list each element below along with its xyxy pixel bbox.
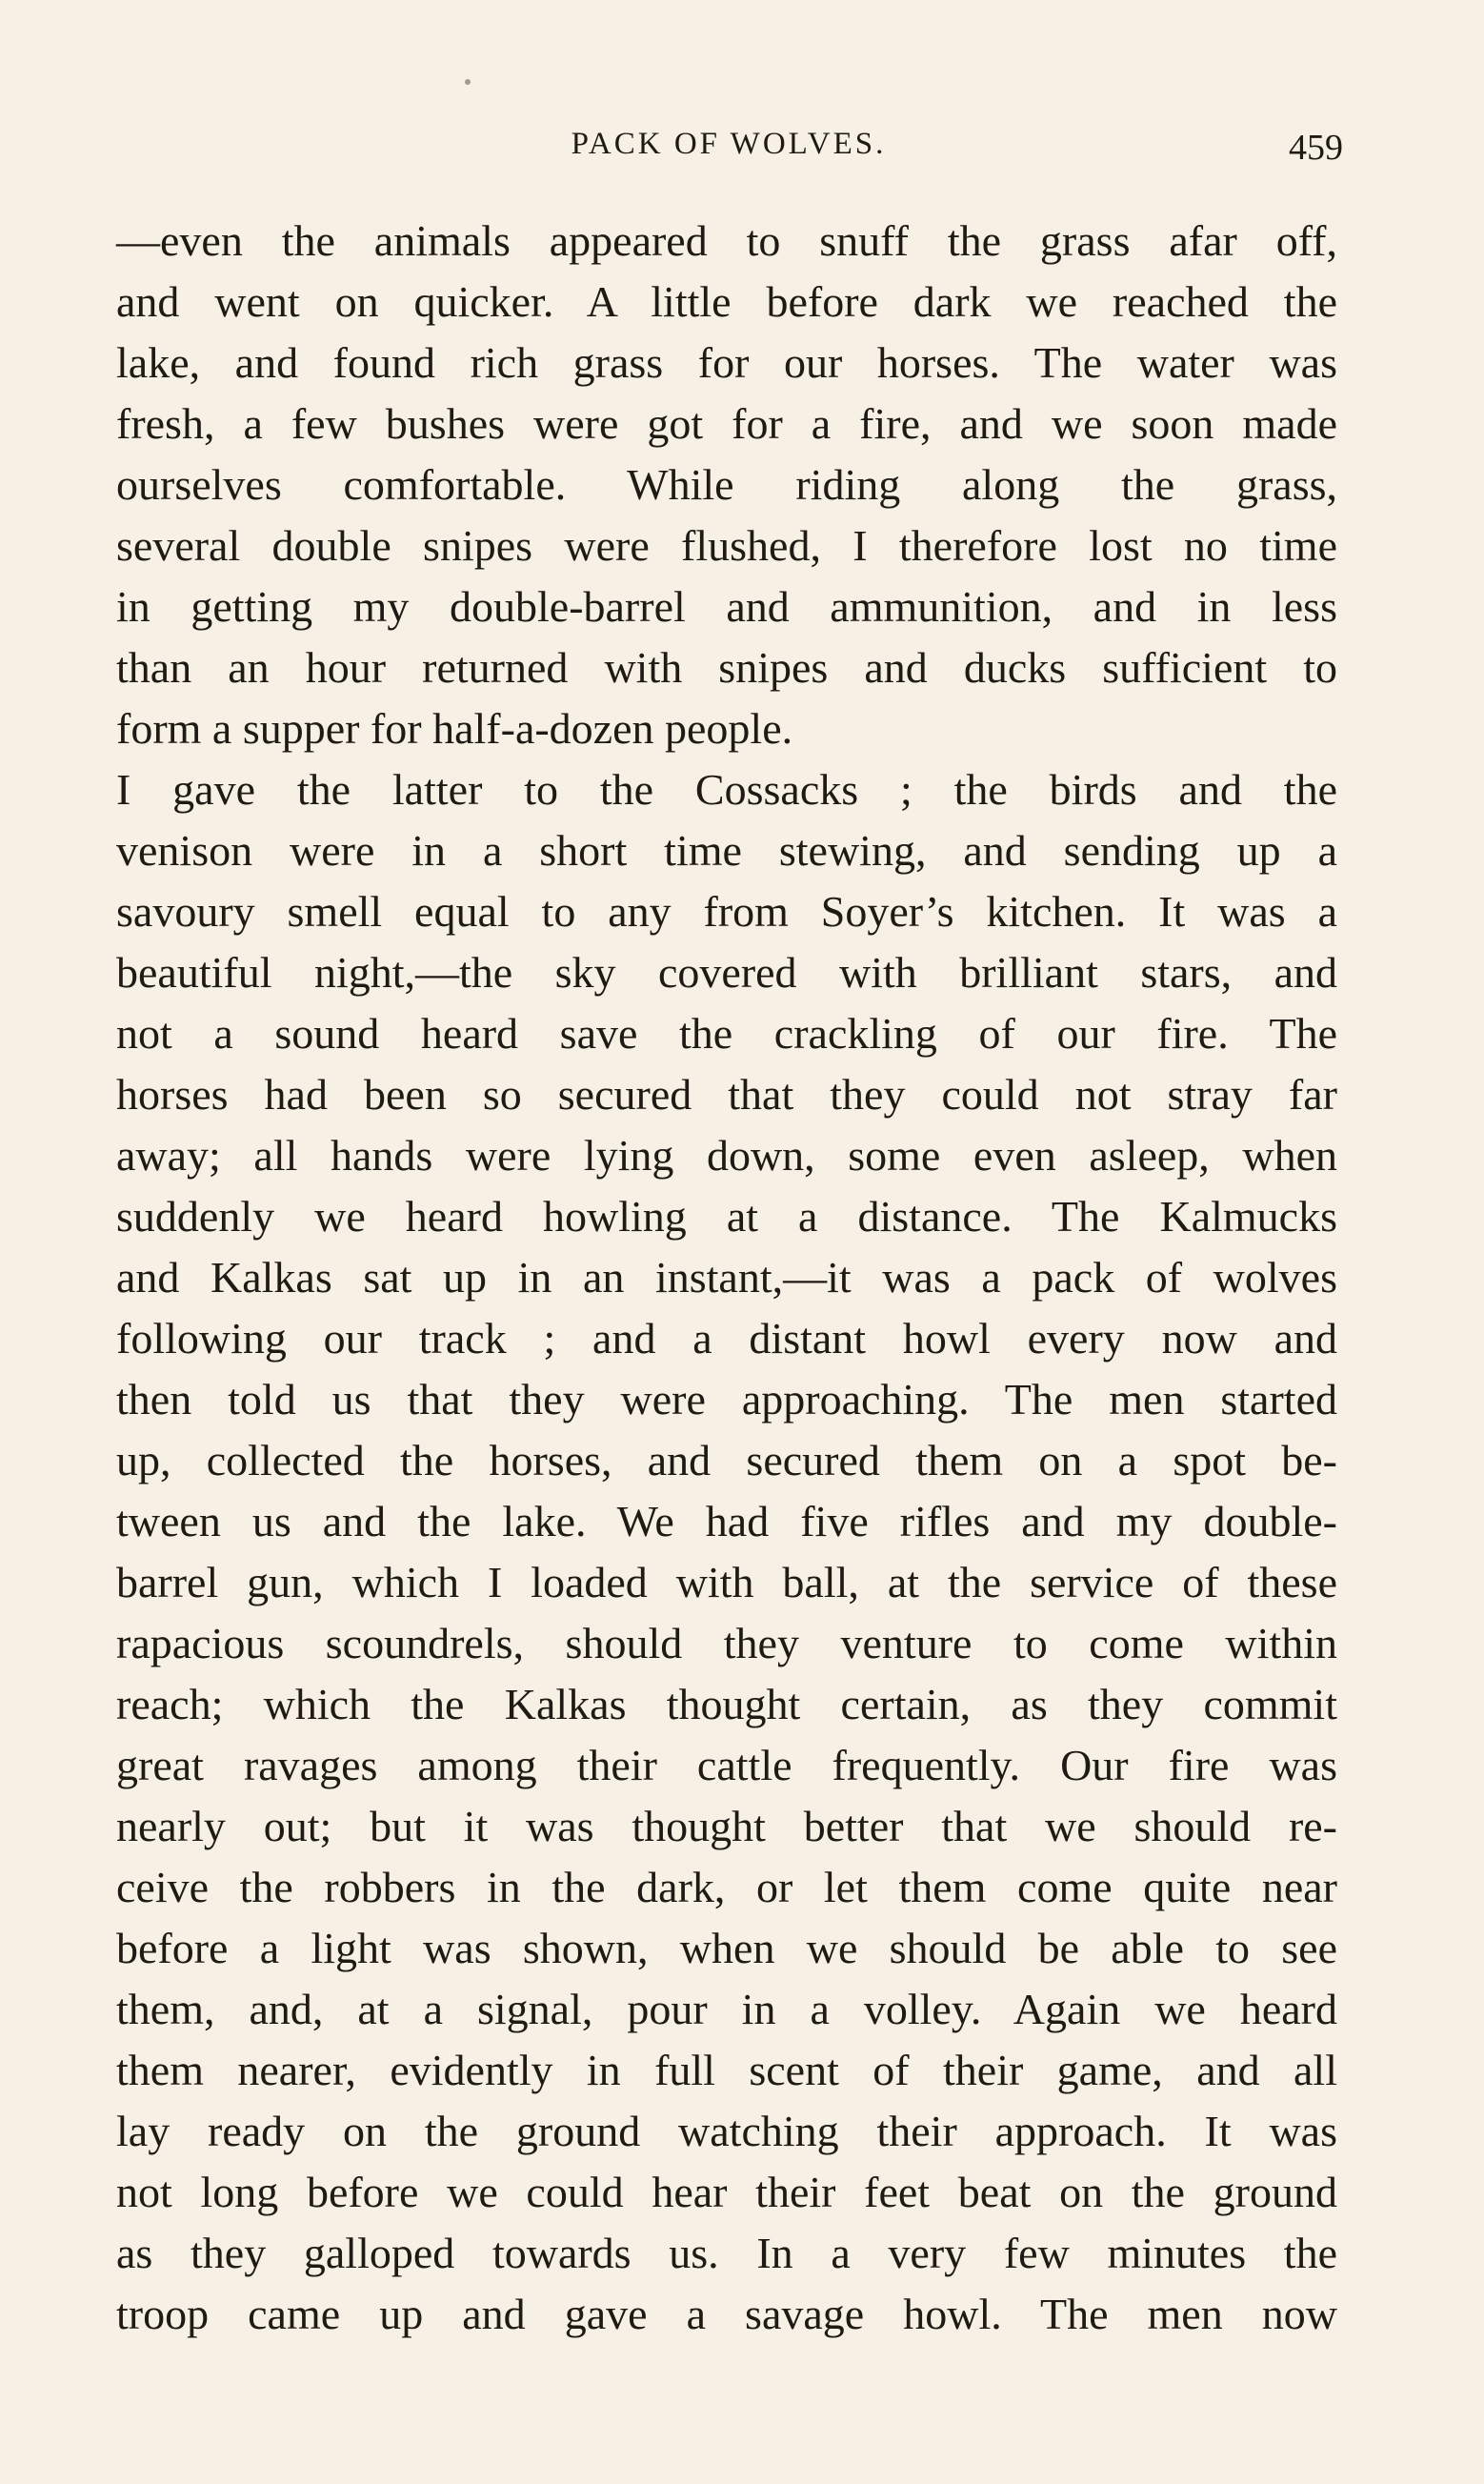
running-title: PACK OF WOLVES. [571,127,887,161]
text-line: in getting my double-barrel and ammunition, and in less [116,582,1337,631]
paragraph-start-line: I gave the latter to the Cossacks ; the birds and the [116,765,1337,814]
text-line: venison were in a short time stewing, and sending up a [116,826,1337,875]
text-line: and went on quicker. A little before dark we reached the [116,277,1337,326]
text-line: ourselves comfortable. While riding along the grass, [116,460,1337,509]
body-text [116,211,1337,2345]
text-line: away; all hands were lying down, some even asleep, when [116,1131,1337,1180]
text-line: tween us and the lake. We had five rifles and my double- [116,1497,1337,1545]
text-line: as they galloped towards us. In a very few minutes the [116,2229,1337,2277]
text-line: reach; which the Kalkas thought certain, as they commit [116,1680,1337,1728]
text-line: great ravages among their cattle frequently. Our fire was [116,1741,1337,1789]
page-number: 459 [1289,128,1343,168]
text-line: before a light was shown, when we should be able to see [116,1924,1337,1972]
text-line: nearly out; but it was thought better that we should re- [116,1802,1337,1850]
text-line: barrel gun, which I loaded with ball, at the service of these [116,1558,1337,1606]
text-line: following our track ; and a distant howl every now and [116,1314,1337,1363]
text-line: them, and, at a signal, pour in a volley. Again we heard [116,1985,1337,2033]
text-line: suddenly we heard howling at a distance. The Kalmucks [116,1192,1337,1241]
text-line: ceive the robbers in the dark, or let them come quite near [116,1863,1337,1911]
text-line: horses had been so secured that they could not stray far [116,1070,1337,1119]
paragraph-end-line: form a supper for half-a-dozen people. [116,704,793,753]
text-line: fresh, a few bushes were got for a fire, and we soon made [116,399,1337,448]
text-line: —even the animals appeared to snuff the grass afar off, [116,216,1337,265]
text-line: troop came up and gave a savage howl. The men now [116,2290,1337,2338]
text-line: then told us that they were approaching. The men started [116,1375,1337,1424]
text-line: up, collected the horses, and secured them on a spot be- [116,1436,1337,1484]
text-line: not long before we could hear their feet beat on the ground [116,2168,1337,2216]
text-line: and Kalkas sat up in an instant,—it was a pack of wolves [116,1253,1337,1302]
text-line: savoury smell equal to any from Soyer’s kitchen. It was a [116,887,1337,936]
text-line: not a sound heard save the crackling of our fire. The [116,1009,1337,1058]
printing-speck [465,79,471,85]
text-line: than an hour returned with snipes and ducks sufficient to [116,643,1337,692]
running-head [114,127,1343,174]
text-line: them nearer, evidently in full scent of their game, and all [116,2046,1337,2094]
text-line: rapacious scoundrels, should they venture to come within [116,1619,1337,1667]
text-line: lay ready on the ground watching their approach. It was [116,2107,1337,2155]
text-line: beautiful night,—the sky covered with brilliant stars, and [116,948,1337,997]
text-line: several double snipes were flushed, I therefore lost no time [116,521,1337,570]
text-line: lake, and found rich grass for our horses. The water was [116,338,1337,387]
